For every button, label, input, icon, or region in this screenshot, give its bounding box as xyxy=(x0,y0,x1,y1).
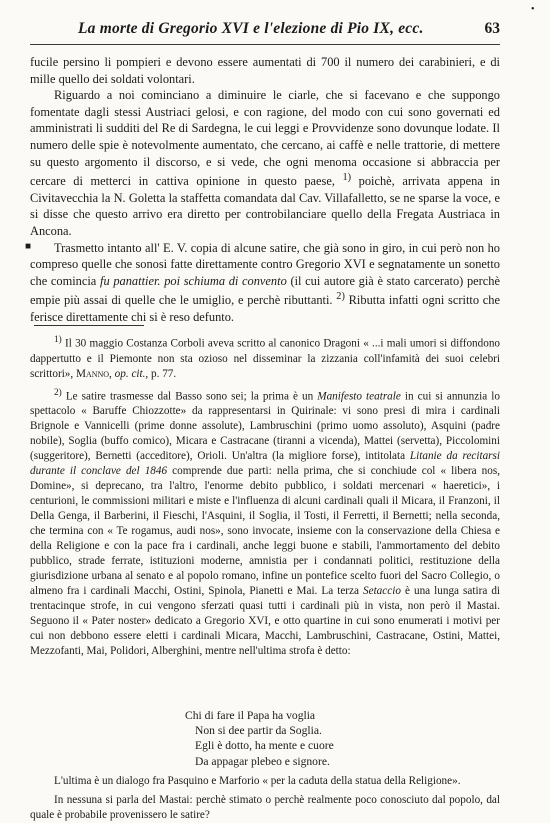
verse-line-2: Non si dee partir da Soglia. xyxy=(195,724,322,738)
verse-quote xyxy=(185,708,334,769)
footnote-divider xyxy=(34,325,144,326)
running-title: La morte di Gregorio XVI e l'elezione di Pio IX, ecc. xyxy=(78,20,424,37)
verse-line-3: Egli è dotto, ha mente e cuore xyxy=(195,739,334,753)
paragraph-3-continued: (il cui autore già è stato carcerato) perchè empie più assai di quelle che le umiglio, e perchè ributtanti. xyxy=(30,273,500,308)
footnote-1-citation: op. cit., xyxy=(114,367,149,380)
satire-title-setaccio: Setaccio xyxy=(363,585,401,598)
footnotes xyxy=(30,333,500,659)
sonnet-first-line: fu panattier. poi schiuma di convento xyxy=(100,273,287,288)
paragraph-2 xyxy=(30,87,500,239)
margin-mark: • xyxy=(531,4,535,15)
footnote-2 xyxy=(30,386,500,660)
paragraph-3-text: Trasmetto intanto all' E. V. copia di alcune satire, che già sono in giro, in cui però non ho compreso quelle che sonosi fatte direttamente contro Gregorio XVI e segnatamente un sonetto che comincia xyxy=(30,240,500,288)
verse-line-4: Da appagar plebeo e signore. xyxy=(195,754,330,768)
footnote-2-text-d: è una lunga satira di trentacinque strofe, in cui vengono sferzati quasi tutti i cardinali più in vista, non però il Mastai. Seguono il « Pater noster» dedicato a Gregorio XVI, e otto quartine in cui sono enumerati i motivi per cui non debbono essere eletti i cardinali Micara, Macchi, Lambruschini, Castracane, Ostini, Mattei, Mezzofanti, Mai, Polidori, Alberghini, mentre nell'ultima strofa è detto: xyxy=(30,585,501,658)
footnote-2-text-a: Le satire trasmesse dal Basso sono sei; la prima è un xyxy=(65,390,314,403)
page-number: 63 xyxy=(484,20,500,37)
running-header xyxy=(30,18,500,45)
footnote-2-text-c: comprende due parti: nella prima, che si conchiude col « libera nos, Domine», si deprecano, tra l'altro, l'enorme debito pubblico, i soldati mercenari « haeretici», i centurioni, le commissioni militari e miste e l'influenza di alcuni cardinali quali il Micara, il Franzoni, il Della Genga, il Barberini, il Fieschi, l'Asquini, il Soglia, il Tosti, il Ferretti, il Bernetti; nella seconda, che termina con « Te rogamus, audi nos», sono invocate, insieme con la conservazione della Chiesa e della Religione e con la pace fra i cardinali, anche leggi buone e stabili, l'ammortamento del debito pubblico, strade ferrate, istituzioni moderne, amnistia per i condannati politici, restituzione della giurisdizione urbana al senato e al popolo romano, infine un pontefice scelto fuori del Sacro Collegio, o almeno fra i cardinali Macchi, Ostini, Spinola, Pianetti e Mai. La terza xyxy=(30,465,500,598)
main-text xyxy=(30,54,500,326)
footnote-ref-1: 1) xyxy=(342,172,352,184)
footnote-1-page: p. 77. xyxy=(151,367,177,380)
satire-title-litanie: Litanie da recitarsi durante il conclave del 1846 xyxy=(30,450,501,478)
footnote-1-marker: 1) xyxy=(54,335,62,345)
closing-paragraph-2: In nessuna si parla del Mastai: perchè stimato o perchè realmente poco conosciuto dal popolo, dal quale è probabile provenissero le satire? xyxy=(30,794,500,821)
footnote-1-text: Il 30 maggio Costanza Corboli aveva scritto al canonico Dragoni « ...i mali umori si diffondono dappertutto e il Piemonte non sta ozioso nel disseminar la zizzania coll'infamità dei suoi celebri scrittori», xyxy=(30,337,501,380)
paragraph-2-text: Riguardo a noi cominciano a diminuire le ciarle, che si facevano e che suppongo fomentate dagli stessi Austriaci gelosi, e con ragione, del modo con cui sono governati ed amministrati li sudditi del Re di Sardegna, le cui leggi e Provvidenze sono dovunque lodate. Il numero delle spie è notevolmente aumentato, che cercano, ai caffè e nelle trattorie, di mettere su questo argomento il discorso, e si vede, che ogni menoma occasione si abbraccia per cercare di metterci in cattiva opinione in questo paese, xyxy=(30,88,500,189)
paragraph-3-end: Ributta infatti ogni scritto che ferisce direttamente chi si è reso defunto. xyxy=(30,293,500,325)
footnote-ref-2: 2) xyxy=(336,291,345,303)
paragraph-2-continued: poichè, arrivata appena in Civitavecchia la N. Goletta la staffetta comandata dal Cav. Villafalletto, se ne sparse la voce, e si disse che questo arrivo era diretto per controbilanciare quello della Fregata Austriaca in Ancona. xyxy=(30,174,500,239)
verse-line-1: Chi di fare il Papa ha voglia xyxy=(185,709,316,722)
footnote-2-text-b: in cui si annunzia lo spettacolo « Baruffe Chiozzotte» da rappresentarsi in Quirinale: vi sono presi di mira i cardinali Brignole e Vannicelli (prime donne assolute), Lambruschini (primo uomo assoluto), Asquini (padre nobile), Soglia (buffo comico), Micara e Castracane (tiranni a vicenda), Mattei (servetta), Piccolomini (suggeritore), Bernetti (acceditore), Orioli. Un'altra (la migliore forse), intitolata xyxy=(30,390,500,463)
footnote-2-marker: 2) xyxy=(54,387,62,398)
closing-paragraph-1: L'ultima è un dialogo fra Pasquino e Marforio « per la caduta della statua della Religione». xyxy=(54,775,461,787)
footnote-2-closing xyxy=(30,774,500,823)
margin-bullet: ■ xyxy=(25,241,32,252)
footnote-1 xyxy=(30,333,500,382)
satire-title-manifesto: Manifesto teatrale xyxy=(317,390,401,403)
paragraph-1: fucile persino li pompieri e devono essere aumentati di 700 il numero dei carabinieri, e di mille quello dei soldati volontari. xyxy=(30,55,500,86)
paragraph-3 xyxy=(30,240,500,326)
footnote-1-author: Manno, xyxy=(76,367,112,380)
